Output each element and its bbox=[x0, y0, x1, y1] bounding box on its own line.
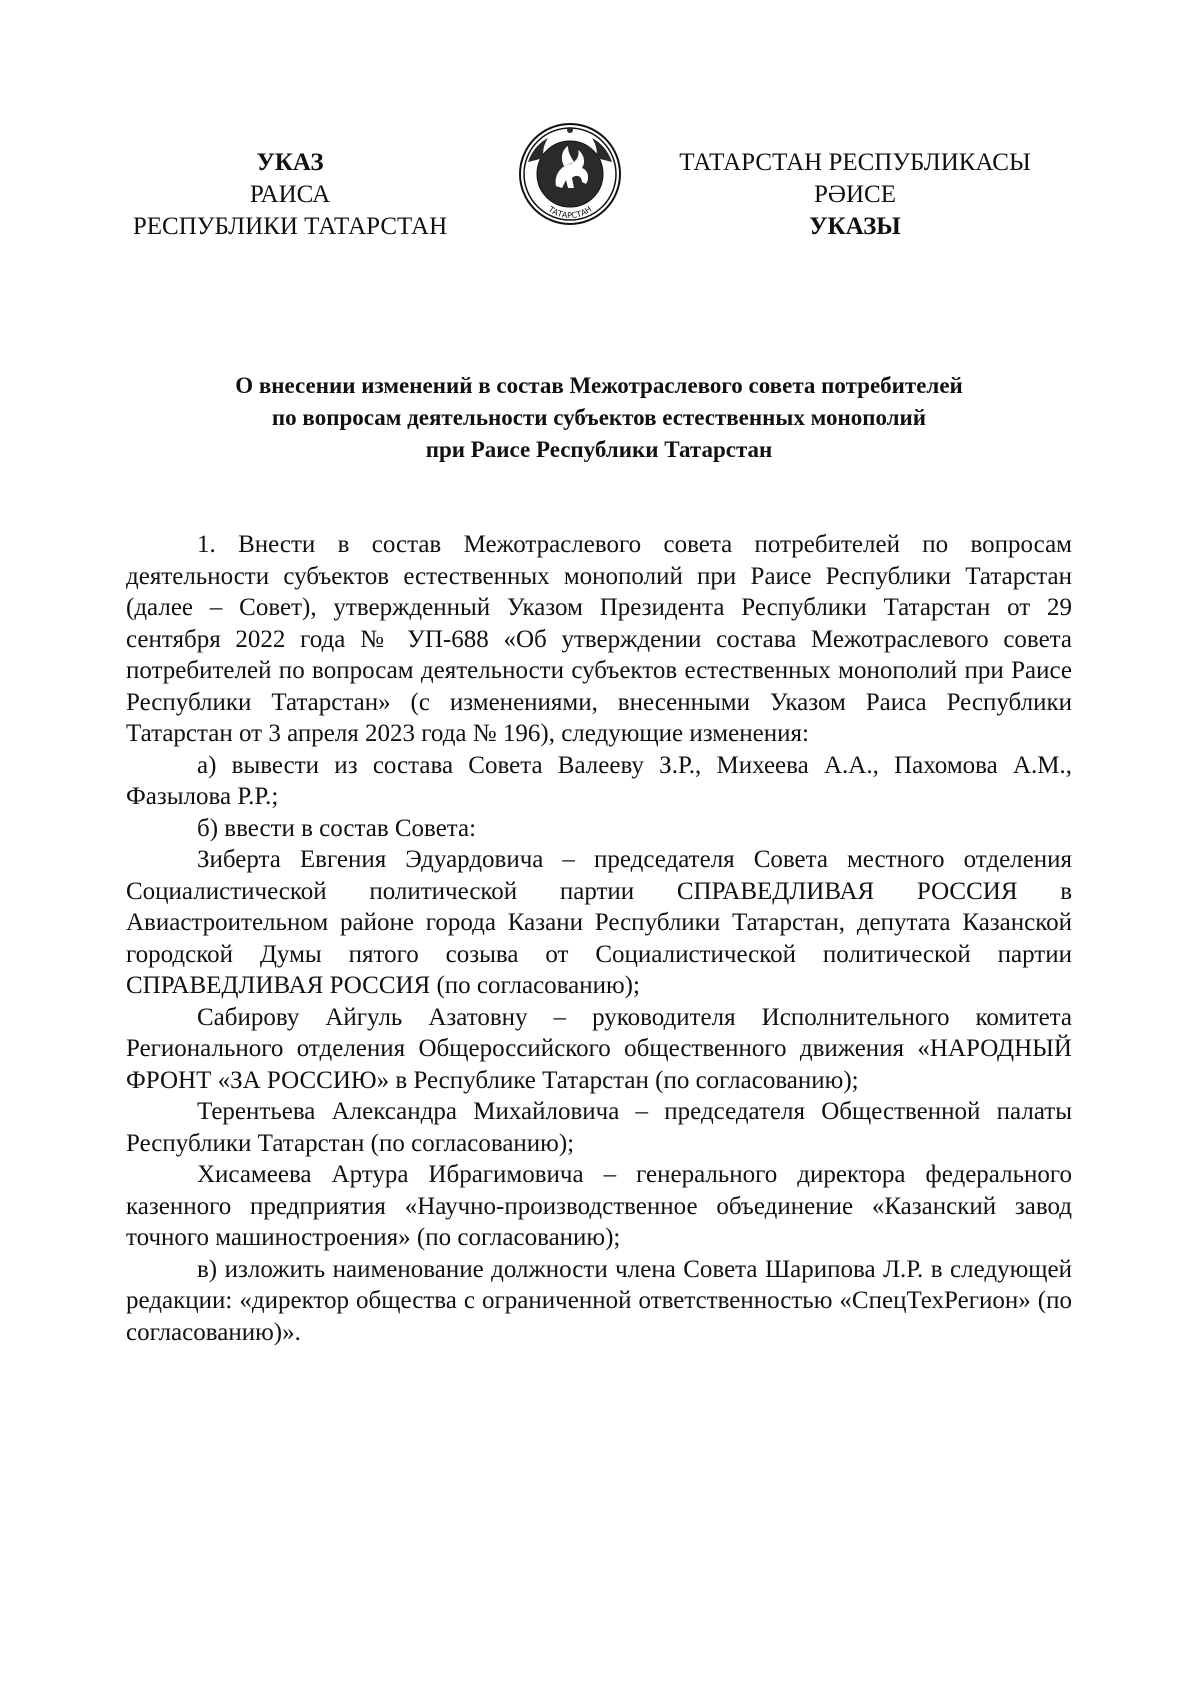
paragraph-item-a: а) вывести из состава Совета Валееву З.Р., Михеева А.А., Пахомова А.М., Фазылова Р.Р.; bbox=[126, 751, 1072, 810]
title-line-2: по вопросам деятельности субъектов естественных монополий bbox=[271, 405, 927, 430]
document-title bbox=[120, 370, 1078, 466]
paragraph-item-b: б) ввести в состав Совета: bbox=[197, 814, 477, 842]
paragraph-member-sabirova: Сабирову Айгуль Азатовну – руководителя Исполнительного комитета Регионального отделения Общероссийского общественного движения «НАРОДНЫЙ ФРОНТ «ЗА РОССИЮ» в Республике Татарстан (по согласованию); bbox=[126, 1003, 1072, 1094]
header-left bbox=[110, 147, 470, 243]
header-right bbox=[660, 147, 1050, 243]
paragraph-member-khisameev: Хисамеева Артура Ибрагимовича – генерального директора федерального казенного предприятия «Научно-производственное объединение «Казанский завод точного машиностроения» (по согласованию); bbox=[126, 1161, 1072, 1251]
paragraph-1: 1. Внести в состав Межотраслевого совета потребителей по вопросам деятельности субъектов естественных монополий при Раисе Республики Татарстан (далее – Совет), утвержденный Указом Президента Республики Татарстан от 29 сентября 2022 года № УП-688 «Об утверждении состава Межотраслевого совета потребителей по вопросам деятельности субъектов естественных монополий при Раисе Республики Татарстан» (с изменениями, внесенными Указом Раиса Республики Татарстан от 3 апреля 2023 года № 196), следующие изменения: bbox=[126, 531, 1072, 747]
header-right-line-3: УКАЗЫ bbox=[809, 213, 901, 240]
coat-of-arms-emblem bbox=[518, 122, 622, 226]
header-left-line-2: РАИСА bbox=[249, 181, 331, 208]
title-line-1: О внесении изменений в состав Межотраслевого совета потребителей bbox=[235, 373, 963, 398]
header-left-line-1: УКАЗ bbox=[256, 149, 324, 176]
header-right-line-2: РӘИСЕ bbox=[814, 181, 896, 208]
title-line-3: при Раисе Республики Татарстан bbox=[425, 437, 773, 462]
header-left-line-3: РЕСПУБЛИКИ ТАТАРСТАН bbox=[132, 213, 448, 240]
paragraph-item-v: в) изложить наименование должности члена Совета Шарипова Л.Р. в следующей редакции: «директор общества с ограниченной ответственностью «СпецТехРегион» (по согласованию)». bbox=[126, 1255, 1072, 1346]
header-right-line-1: ТАТАРСТАН РЕСПУБЛИКАСЫ bbox=[679, 149, 1031, 176]
document-body bbox=[126, 529, 1072, 1348]
paragraph-member-terentyev: Терентьева Александра Михайловича – председателя Общественной палаты Республики Татарстан (по согласованию); bbox=[126, 1098, 1072, 1157]
paragraph-member-ziberta: Зиберта Евгения Эдуардовича – председателя Совета местного отделения Социалистической политической партии СПРАВЕДЛИВАЯ РОССИЯ в Авиастроительном районе города Казани Республики Татарстан, депутата Казанской городской Думы пятого созыва от Социалистической политической партии СПРАВЕДЛИВАЯ РОССИЯ (по согласованию); bbox=[126, 846, 1072, 999]
emblem-text: ТАТАРСТАН bbox=[546, 204, 594, 221]
